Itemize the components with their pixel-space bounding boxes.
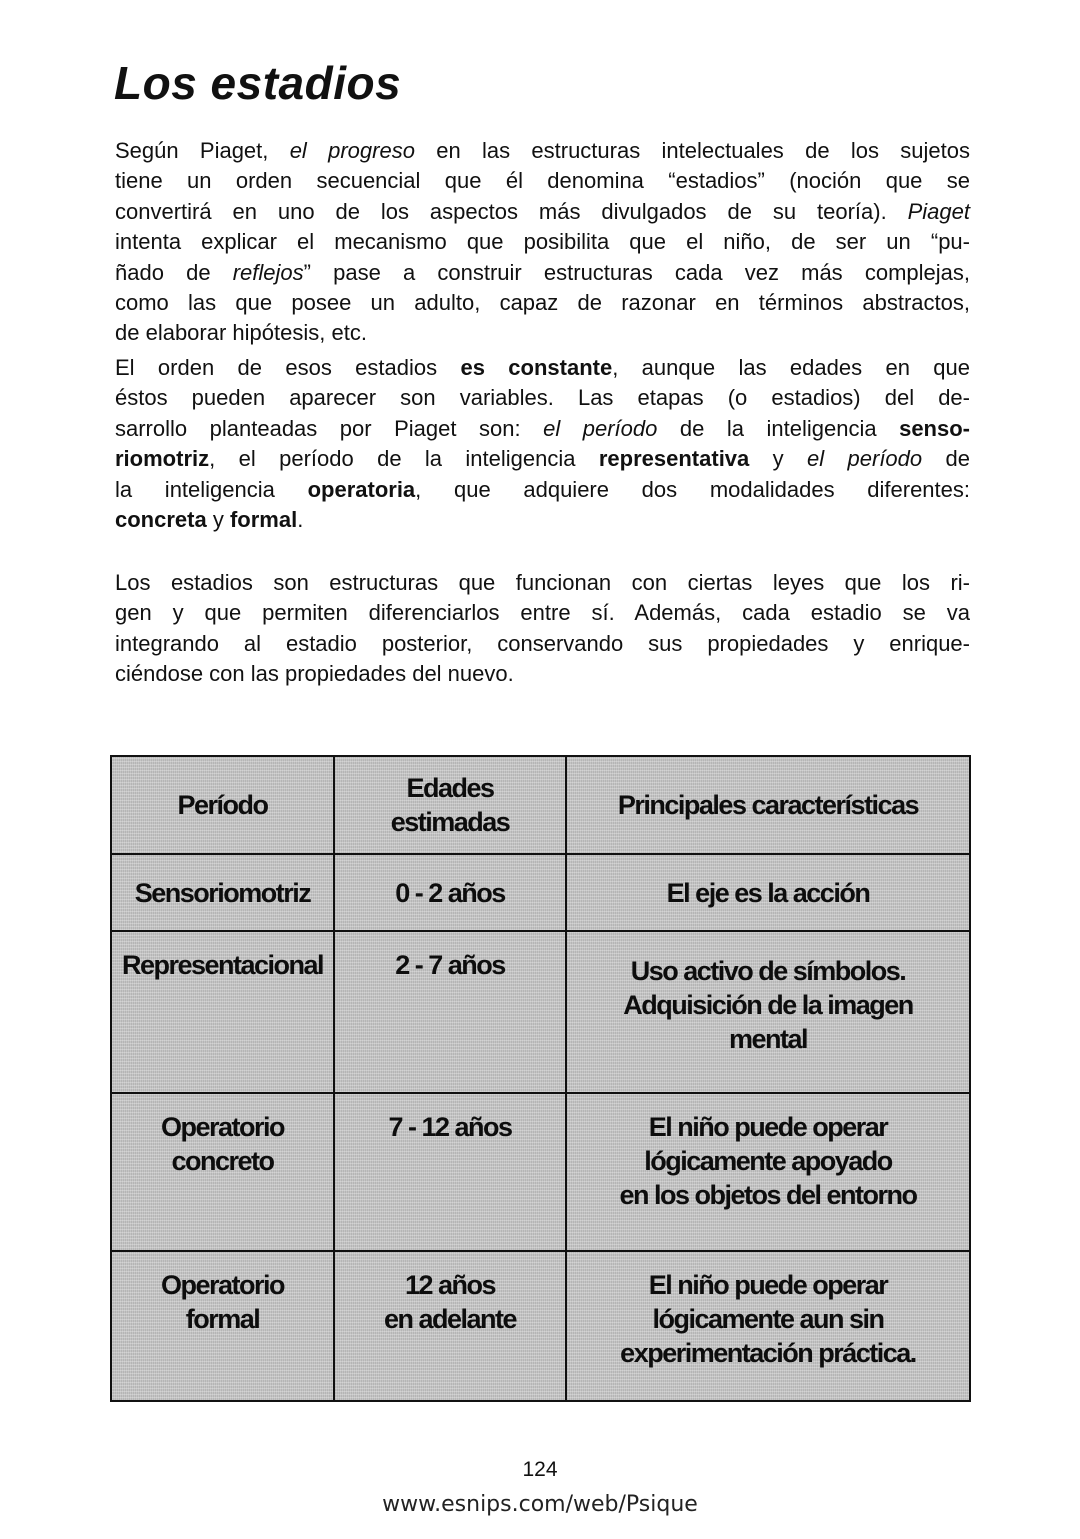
text-line <box>115 659 970 689</box>
text-run: Según Piaget, <box>115 138 290 163</box>
text-line <box>115 414 970 444</box>
cell-period: Representacional <box>111 931 334 1093</box>
cell-characteristics: El niño puede operar lógicamente aun sin experimentación práctica. <box>566 1251 970 1401</box>
italic-text: el progreso <box>289 138 415 163</box>
text-run: intenta explicar el mecanismo que posibilita que el niño, de ser un “pu- <box>115 229 970 255</box>
cell-period: Operatorio concreto <box>111 1093 334 1251</box>
table-row <box>111 931 970 1093</box>
cell-ages: 0 - 2 años <box>334 854 566 931</box>
table-row <box>111 854 970 931</box>
text-run: en las estructuras intelectuales de los sujetos <box>414 138 970 163</box>
text-line <box>115 475 970 505</box>
text-run: y <box>749 446 808 472</box>
italic-text: Piaget <box>907 198 970 224</box>
page-title: Los estadios <box>114 57 402 109</box>
text-run: El orden de esos estadios <box>115 355 461 380</box>
paragraph-3 <box>115 568 970 690</box>
cell-ages: 7 - 12 años <box>334 1093 566 1251</box>
text-run: sarrollo planteadas por Piaget son: <box>115 415 544 441</box>
text-line <box>115 568 970 598</box>
paragraph-1 <box>115 136 970 349</box>
text-run: integrando al estadio posterior, conservando sus propiedades y enrique- <box>115 630 970 656</box>
bold-text: concreta <box>115 507 207 533</box>
cell-ages: 2 - 7 años <box>334 931 566 1093</box>
text-line <box>115 383 970 413</box>
text-line <box>115 227 970 257</box>
text-run: ñado de <box>115 259 233 285</box>
text-run: convertirá en uno de los aspectos más divulgados de su teoría). <box>115 198 908 224</box>
text-line <box>115 505 970 535</box>
text-run: de la inteligencia <box>657 415 900 441</box>
header-characteristics: Principales características <box>566 756 970 854</box>
bold-text: formal <box>229 507 298 533</box>
text-run: , el período de la inteligencia <box>209 446 599 472</box>
italic-text: reflejos <box>232 259 304 285</box>
footer-url: www.esnips.com/web/Psique <box>382 1492 698 1517</box>
text-line <box>115 136 970 166</box>
text-line <box>115 258 970 288</box>
text-run: ciéndose con las propiedades del nuevo. <box>115 661 514 687</box>
text-line <box>115 444 970 474</box>
italic-text: el período <box>807 446 923 472</box>
italic-text: el período <box>543 415 658 441</box>
cell-characteristics: Uso activo de símbolos. Adquisición de la imagen mental <box>566 931 970 1093</box>
text-run: Los estadios son estructuras que funcionan con ciertas leyes que los ri- <box>115 570 970 595</box>
text-run: de <box>922 446 970 472</box>
text-run: y <box>206 507 230 533</box>
text-run: la inteligencia <box>115 476 308 502</box>
bold-text: riomotriz <box>115 446 210 472</box>
text-run: , aunque las edades en que <box>612 355 970 380</box>
text-run: como las que posee un adulto, capaz de razonar en términos abstractos, <box>115 290 970 316</box>
text-line <box>115 318 970 348</box>
text-line <box>115 288 970 318</box>
header-ages: Edades estimadas <box>334 756 566 854</box>
text-line <box>115 598 970 628</box>
cell-characteristics: El eje es la acción <box>566 854 970 931</box>
page-number: 124 <box>522 1458 558 1481</box>
text-run: tiene un orden secuencial que él denomina “estadios” (noción que se <box>115 168 970 194</box>
text-run: de elaborar hipótesis, etc. <box>115 320 367 346</box>
paragraph-2 <box>115 353 970 535</box>
cell-ages: 12 años en adelante <box>334 1251 566 1401</box>
text-run: . <box>297 507 304 533</box>
cell-period: Sensoriomotriz <box>111 854 334 931</box>
text-line <box>115 629 970 659</box>
text-run: éstos pueden aparecer son variables. Las etapas (o estadios) del de- <box>115 385 970 411</box>
text-run: , que adquiere dos modalidades diferentes: <box>415 476 970 502</box>
text-run: ” pase a construir estructuras cada vez más complejas, <box>303 259 970 285</box>
text-run: gen y que permiten diferenciarlos entre sí. Además, cada estadio se va <box>115 600 970 626</box>
stages-table <box>110 755 971 1402</box>
bold-text: representativa <box>598 446 750 472</box>
cell-period: Operatorio formal <box>111 1251 334 1401</box>
text-line <box>115 197 970 227</box>
table-row <box>111 1093 970 1251</box>
cell-characteristics: El niño puede operar lógicamente apoyado en los objetos del entorno <box>566 1093 970 1251</box>
bold-text: operatoria <box>307 476 416 502</box>
bold-text: es constante <box>460 355 613 380</box>
bold-text: senso- <box>899 415 970 441</box>
table-header-row <box>111 756 970 854</box>
text-line <box>115 353 970 383</box>
table-row <box>111 1251 970 1401</box>
header-period: Período <box>111 756 334 854</box>
text-line <box>115 166 970 196</box>
